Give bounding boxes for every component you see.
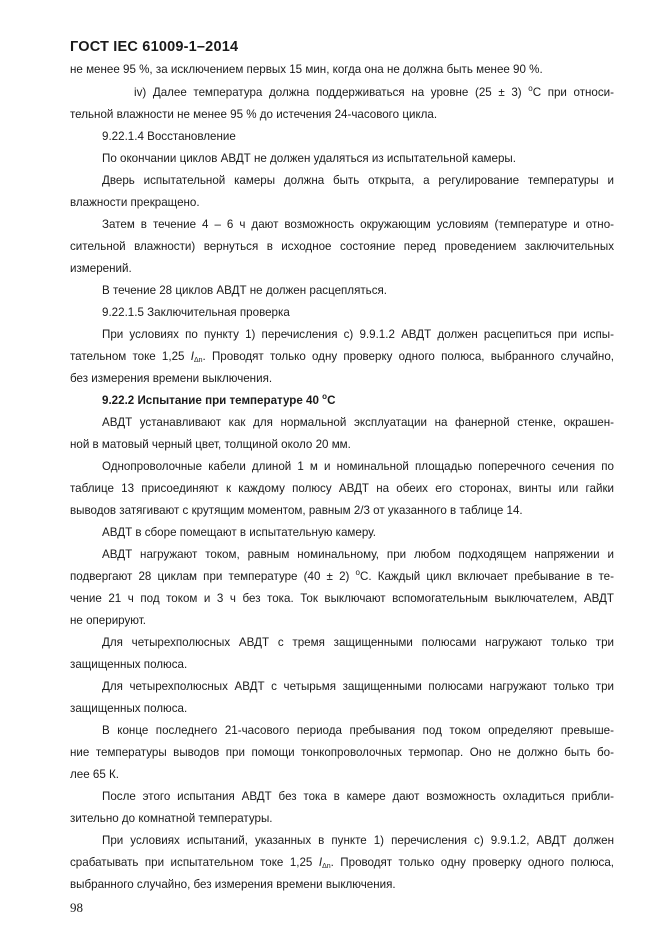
text-line: В конце последнего 21-часового периода пребывания под током определяют превыше- xyxy=(102,724,614,737)
text-line: iv) Далее температура должна поддерживаться на уровне (25 ± 3) $^o$С при относи- xyxy=(134,84,614,99)
text-line: В течение 28 циклов АВДТ не должен расцепляться. xyxy=(102,284,387,297)
text-line: АВДТ устанавливают как для нормальной эксплуатации на фанерной стенке, окрашен- xyxy=(102,416,614,429)
text-line: срабатывать при испытательном токе 1,25 $I_{\Delta n}$. Проводят только одну проверку одного полюса, xyxy=(70,856,614,870)
text-line: чение 21 ч под током и 3 ч без тока. Ток выключают вспомогательным выключателем, АВДТ xyxy=(70,592,614,605)
text-line: Однопроволочные кабели длиной 1 м и номинальной площадью поперечного сечения по xyxy=(102,460,614,473)
text-line: влажности прекращено. xyxy=(70,196,200,209)
text-line: не менее 95 %, за исключением первых 15 мин, когда она не должна быть менее 90 %. xyxy=(70,63,543,76)
text-line: ние температуры выводов при помощи тонкопроволочных термопар. Оно не должно быть бо- xyxy=(70,746,614,759)
section-heading: 9.22.2 Испытание при температуре 40 $^o$С xyxy=(102,392,336,407)
text-line: Для четырехполюсных АВДТ с тремя защищенными полюсами нагружают только три xyxy=(102,636,614,649)
text-line: По окончании циклов АВДТ не должен удаляться из испытательной камеры. xyxy=(102,152,516,165)
text-line: АВДТ нагружают током, равным номинальному, при любом подходящем напряжении и xyxy=(102,548,614,561)
text-line: Для четырехполюсных АВДТ с четырьмя защищенными полюсами нагружают только три xyxy=(102,680,614,693)
text-line: выводов затягивают с крутящим моментом, равным 2/3 от указанного в таблице 14. xyxy=(70,504,523,517)
degree-sign: o xyxy=(322,392,328,402)
text-line: защищенных полюса. xyxy=(70,658,188,671)
text-line: без измерения времени выключения. xyxy=(70,372,273,385)
text-line: таблице 13 присоединяют к каждому полюсу АВДТ на обеих его сторонах, винты или гайки xyxy=(70,482,614,495)
section-heading: 9.22.1.4 Восстановление xyxy=(102,130,236,143)
text-line: тательном токе 1,25 $I_{\Delta n}$. Проводят только одну проверку одного полюса, выбранного случайно, xyxy=(70,350,614,364)
text-line: сительной влажности) вернуться в исходное состояние перед проведением заключительных xyxy=(70,240,614,253)
text-line: подвергают 28 циклам при температуре (40 ± 2) $^o$С. Каждый цикл включает пребывание в те- xyxy=(70,568,614,583)
text-line: тельной влажности не менее 95 % до истечения 24-часового цикла. xyxy=(70,108,438,121)
section-heading: 9.22.1.5 Заключительная проверка xyxy=(102,306,290,319)
text-line: измерений. xyxy=(70,262,132,275)
text-line: защищенных полюса. xyxy=(70,702,188,715)
text-line: При условиях испытаний, указанных в пункте 1) перечисления с) 9.9.1.2, АВДТ должен xyxy=(102,834,614,847)
text-line: выбранного случайно, без измерения времени выключения. xyxy=(70,878,396,891)
text-line: не оперируют. xyxy=(70,614,146,627)
text-line: лее 65 К. xyxy=(70,768,119,781)
page-header-title: ГОСТ IEC 61009-1–2014 xyxy=(70,39,239,55)
text-line: Затем в течение 4 – 6 ч дают возможность окружающим условиям (температуре и отно- xyxy=(102,218,614,231)
text-line: Дверь испытательной камеры должна быть открыта, а регулирование температуры и xyxy=(102,174,614,187)
degree-sign: o xyxy=(528,84,533,94)
page-number: 98 xyxy=(70,900,83,915)
text-line: После этого испытания АВДТ без тока в камере дают возможность охладиться прибли- xyxy=(102,790,614,803)
text-line: При условиях по пункту 1) перечисления с) 9.9.1.2 АВДТ должен расцепиться при испы- xyxy=(102,328,614,341)
text-line: ной в матовый черный цвет, толщиной около 20 мм. xyxy=(70,438,351,451)
text-line: АВДТ в сборе помещают в испытательную камеру. xyxy=(102,526,377,539)
text-line: зительно до комнатной температуры. xyxy=(70,812,273,825)
degree-sign: o xyxy=(355,568,360,578)
